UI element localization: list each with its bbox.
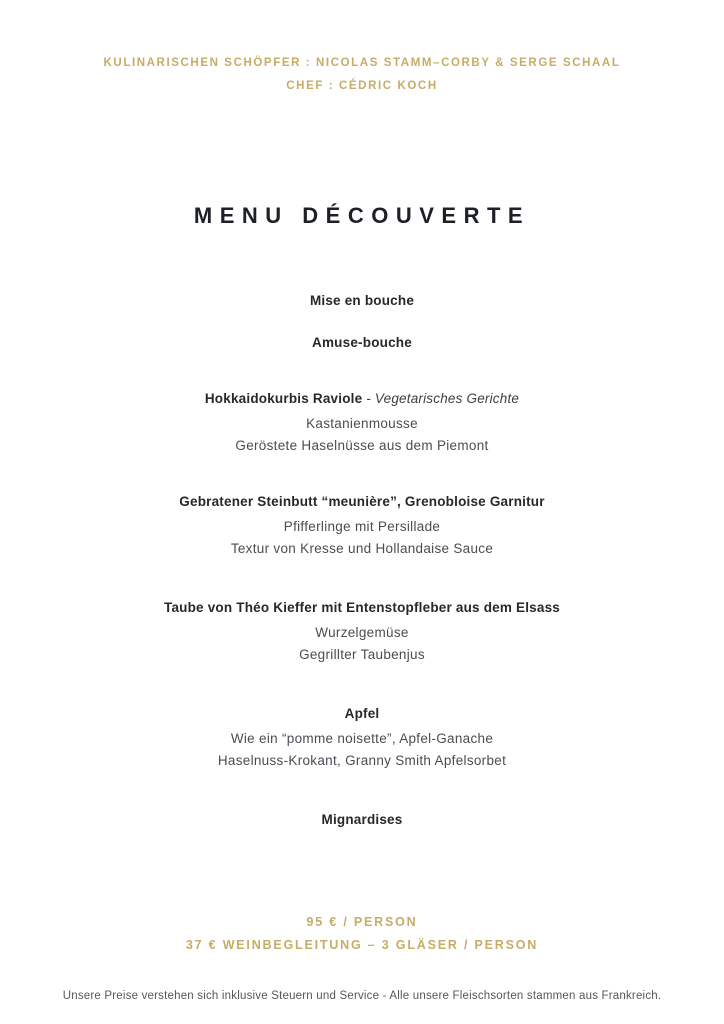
course-list bbox=[0, 290, 724, 831]
course-detail: Wie ein “pomme noisette”, Apfel-Ganache bbox=[230, 731, 494, 746]
course-title: Apfel bbox=[344, 706, 380, 721]
chef-credits bbox=[0, 0, 724, 98]
course-title-dietary-note: - Vegetarisches Gerichte bbox=[362, 391, 520, 406]
course-mignardises bbox=[0, 809, 724, 831]
course-detail: Textur von Kresse und Hollandaise Sauce bbox=[230, 541, 494, 556]
course-detail: Kastanienmousse bbox=[306, 416, 418, 431]
course-title bbox=[0, 388, 724, 410]
credits-line-creators: KULINARISCHEN SCHÖPFER : NICOLAS STAMM–CORBY & SERGE SCHAAL bbox=[103, 57, 621, 69]
course-title: Amuse-bouche bbox=[312, 335, 412, 350]
footer-note: Unsere Preise verstehen sich inklusive Steuern und Service - Alle unsere Fleischsorten stammen aus Frankreich. bbox=[62, 990, 662, 1002]
course-title: Mise en bouche bbox=[309, 293, 415, 308]
course-raviole bbox=[0, 388, 724, 457]
course-mise-en-bouche bbox=[0, 290, 724, 312]
course-amuse-bouche bbox=[0, 332, 724, 354]
course-title: Taube von Théo Kieffer mit Entenstopfleber aus dem Elsass bbox=[164, 600, 560, 615]
course-title-main: Hokkaidokurbis Raviole bbox=[204, 391, 363, 406]
course-title: Mignardises bbox=[321, 812, 403, 827]
course-detail: Gegrillter Taubenjus bbox=[299, 647, 425, 662]
course-detail: Haselnuss-Krokant, Granny Smith Apfelsorbet bbox=[217, 753, 507, 768]
menu-title: MENU DÉCOUVERTE bbox=[193, 203, 531, 228]
pricing-block bbox=[0, 911, 724, 957]
credits-line-chef: CHEF : CÉDRIC KOCH bbox=[286, 80, 438, 92]
course-detail: Wurzelgemüse bbox=[315, 625, 409, 640]
price-wine-pairing: 37 € WEINBEGLEITUNG – 3 GLÄSER / PERSON bbox=[185, 938, 539, 952]
course-steinbutt bbox=[0, 491, 724, 560]
course-detail: Pfifferlinge mit Persillade bbox=[283, 519, 441, 534]
price-per-person: 95 € / PERSON bbox=[306, 915, 418, 929]
course-taube bbox=[0, 597, 724, 666]
course-title: Gebratener Steinbutt “meunière”, Grenobloise Garnitur bbox=[179, 494, 545, 509]
course-detail: Geröstete Haselnüsse aus dem Piemont bbox=[235, 438, 489, 453]
course-apfel bbox=[0, 703, 724, 772]
